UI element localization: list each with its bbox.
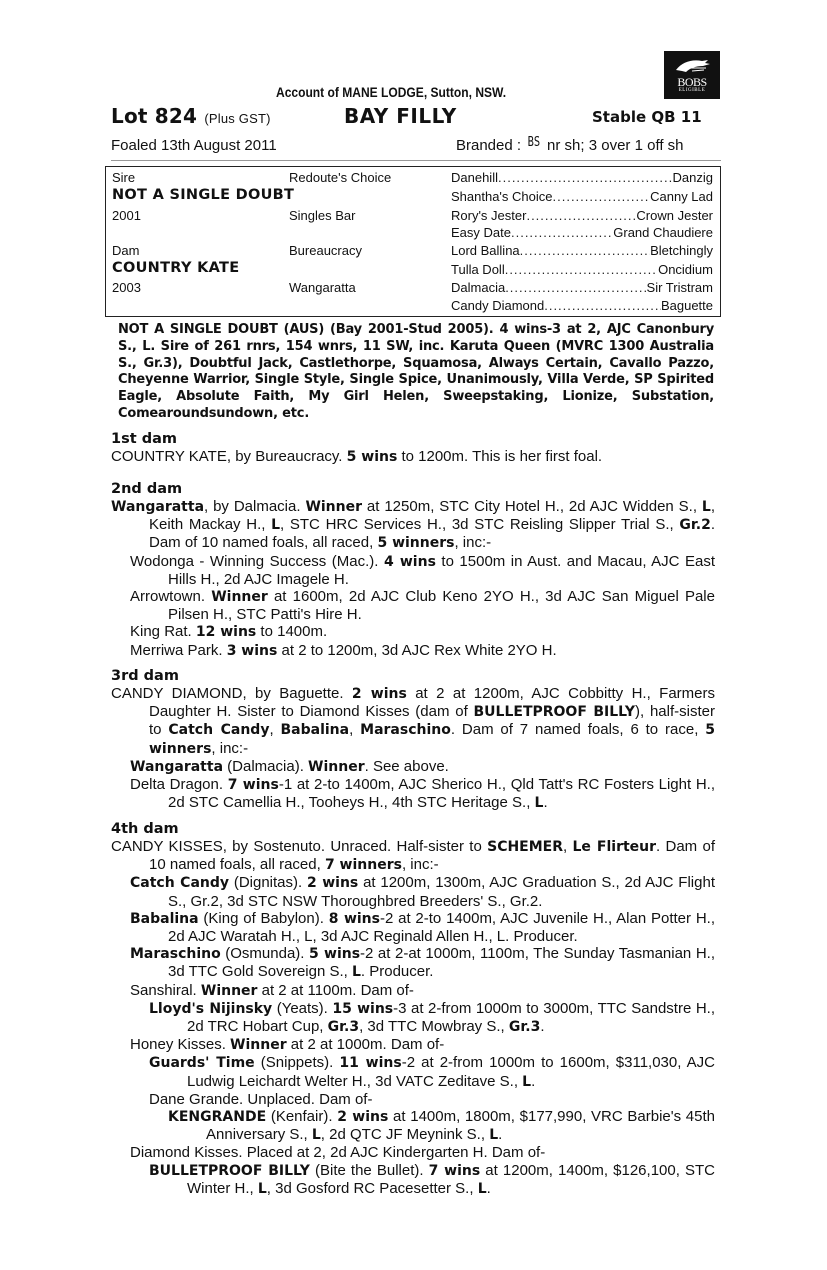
logo-title: BOBS bbox=[677, 75, 707, 89]
ancestor-row: Dalmacia ..... Sir Tristram bbox=[451, 280, 713, 295]
dam-section-1 bbox=[111, 430, 715, 466]
grandsire-maternal: Bureaucracy bbox=[289, 243, 362, 258]
bobs-eligible-logo bbox=[664, 51, 720, 99]
ancestor-row: Tulla Doll ..... Oncidium bbox=[451, 262, 713, 277]
granddam-paternal: Singles Bar bbox=[289, 208, 356, 223]
dam-label: Dam bbox=[112, 243, 140, 258]
entry-list bbox=[111, 448, 715, 466]
entry-list bbox=[111, 685, 715, 812]
section-heading: 3rd dam bbox=[111, 668, 179, 684]
ancestor-row: Lord Ballina ..... Bletchingly bbox=[451, 243, 713, 258]
stable-location: Stable QB 11 bbox=[592, 108, 702, 126]
section-heading: 2nd dam bbox=[111, 481, 183, 497]
branded-label: Branded : bbox=[456, 137, 522, 154]
dam-year: 2003 bbox=[112, 280, 141, 295]
pedigree-entry: Babalina (King of Babylon). 8 wins-2 at 2-to 1400m, AJC Juvenile H., Alan Potter H., 2d AJC Waratah H., L, 3d AJC Reginald Allen H., L. Producer. bbox=[130, 909, 715, 946]
sire-year: 2001 bbox=[112, 208, 141, 223]
ancestor-row: Rory's Jester ..... Crown Jester bbox=[451, 208, 713, 223]
sire-label: Sire bbox=[112, 170, 136, 185]
pedigree-entry: CANDY KISSES, by Sostenuto. Unraced. Half-sister to SCHEMER, Le Flirteur. Dam of 10 named foals, all raced, 7 winners, inc:- bbox=[111, 838, 715, 874]
lot-label: Lot 824 bbox=[111, 104, 198, 128]
dam-section-2 bbox=[111, 480, 715, 660]
branded-detail: nr sh; 3 over 1 off sh bbox=[547, 137, 684, 154]
pedigree-entry: Lloyd's Nijinsky (Yeats). 15 wins-3 at 2-from 1000m to 3000m, TTC Sandstre H., 2d TRC Hobart Cup, Gr.3, 3d TTC Mowbray S., Gr.3. bbox=[149, 999, 715, 1036]
pedigree-entry: Catch Candy (Dignitas). 2 wins at 1200m, 1300m, AJC Graduation S., 2d AJC Flight S., Gr.2, 3d STC NSW Thoroughbred Breeders' S., Gr.2. bbox=[130, 874, 715, 910]
pedigree-entry: CANDY DIAMOND, by Baguette. 2 wins at 2 at 1200m, AJC Cobbitty H., Farmers Daughter H. Sister to Diamond Kisses (dam of BULLETPROOF BILLY), half-sister to Catch Candy, Babalina, Maraschino. Dam of 7 named foals, 6 to race, 5 winners, inc:- bbox=[111, 685, 715, 757]
horse-description: BAY FILLY bbox=[344, 104, 457, 128]
pedigree-entry: King Rat. 12 wins to 1400m. bbox=[130, 623, 328, 641]
pedigree-entry: Honey Kisses. Winner at 2 at 1000m. Dam of- bbox=[130, 1036, 445, 1054]
ancestor-row: Candy Diamond ..... Baguette bbox=[451, 298, 713, 313]
grandsire-paternal: Redoute's Choice bbox=[289, 170, 392, 185]
pedigree-entry: Wangaratta, by Dalmacia. Winner at 1250m, STC City Hotel H., 2d AJC Widden S., L, Keith Mackay H., L, STC HRC Services H., 3d STC Reisling Slipper Trial S., Gr.2. Dam of 10 named foals, all raced, 5 winners, inc:- bbox=[111, 498, 716, 552]
entry-list bbox=[111, 498, 715, 660]
entry-list bbox=[111, 838, 715, 1198]
horse-head-icon bbox=[672, 56, 712, 76]
pedigree-entry: Delta Dragon. 7 wins-1 at 2-to 1400m, AJC Sherico H., Qld Tatt's RC Fosters Light H., 2d STC Camellia H., Tooheys H., 4th STC Heritage S., L. bbox=[130, 776, 715, 812]
pedigree-entry: Dane Grande. Unplaced. Dam of- bbox=[149, 1090, 373, 1108]
dam-section-4 bbox=[111, 820, 715, 1198]
pedigree-entry: Arrowtown. Winner at 1600m, 2d AJC Club Keno 2YO H., 3d AJC San Miguel Pale Pilsen H., STC Patti's Hire H. bbox=[130, 588, 715, 624]
pedigree-entry: Wodonga - Winning Success (Mac.). 4 wins to 1500m in Aust. and Macau, AJC East Hills H., 2d AJC Imagele H. bbox=[130, 552, 715, 588]
section-heading: 4th dam bbox=[111, 821, 179, 837]
dam-name: COUNTRY KATE bbox=[112, 260, 240, 276]
pedigree-entry: Diamond Kisses. Placed at 2, 2d AJC Kindergarten H. Dam of- bbox=[130, 1144, 546, 1162]
foaling-date: Foaled 13th August 2011 bbox=[111, 137, 277, 154]
sire-name: NOT A SINGLE DOUBT bbox=[112, 187, 295, 203]
ancestor-row: Easy Date ..... Grand Chaudiere bbox=[451, 225, 713, 240]
pedigree-entry: COUNTRY KATE, by Bureaucracy. 5 wins to 1200m. This is her first foal. bbox=[111, 448, 603, 465]
pedigree-entry: Wangaratta (Dalmacia). Winner. See above. bbox=[130, 757, 449, 775]
pedigree-entry: Merriwa Park. 3 wins at 2 to 1200m, 3d AJC Rex White 2YO H. bbox=[130, 641, 557, 659]
pedigree-entry: KENGRANDE (Kenfair). 2 wins at 1400m, 1800m, $177,990, VRC Barbie's 45th Anniversary S., L, 2d QTC JF Meynink S., L. bbox=[168, 1108, 715, 1144]
sire-summary: NOT A SINGLE DOUBT (AUS) (Bay 2001-Stud 2005). 4 wins-3 at 2, AJC Canonbury S., L. Sire of 261 rnrs, 154 wnrs, 11 SW, inc. Karuta Queen (MVRC 1300 Australia S., Gr.3), Doubtful Jack, Castlethorpe, Squamosa, Always Certain, Cavallo Pazzo, Cheyenne Warrior, Single Style, Single Spice, Unanimously, Villa Verde, SP Spirited Eagle, Absolute Faith, My Girl Helen, Sweepstaking, Lionize, Substation, Comearoundsundown, etc. bbox=[118, 322, 714, 421]
dam-section-3 bbox=[111, 667, 715, 812]
pedigree-entry: Guards' Time (Snippets). 11 wins-2 at 2-from 1000m to 1600m, $311,030, AJC Ludwig Leichardt Welter H., 3d VATC Zeditave S., L. bbox=[149, 1054, 716, 1090]
lot-number bbox=[111, 104, 271, 128]
header-divider bbox=[111, 160, 721, 161]
lot-note: (Plus GST) bbox=[204, 111, 271, 126]
logo-subtitle: ELIGIBLE bbox=[678, 88, 706, 93]
pedigree-entry: BULLETPROOF BILLY (Bite the Bullet). 7 wins at 1200m, 1400m, $126,100, STC Winter H., L, 3d Gosford RC Pacesetter S., L. bbox=[149, 1161, 715, 1197]
granddam-maternal: Wangaratta bbox=[289, 280, 356, 295]
pedigree-entry: Maraschino (Osmunda). 5 wins-2 at 2-at 1000m, 1100m, The Sunday Tasmanian H., 3d TTC Gold Sovereign S., L. Producer. bbox=[130, 945, 715, 981]
pedigree-entry: Sanshiral. Winner at 2 at 1100m. Dam of- bbox=[130, 981, 414, 999]
section-heading: 1st dam bbox=[111, 431, 177, 447]
pedigree-table bbox=[105, 166, 721, 317]
ancestor-row: Shantha's Choice ..... Canny Lad bbox=[451, 189, 713, 204]
brand-info bbox=[456, 137, 684, 154]
vendor-account: Account of MANE LODGE, Sutton, NSW. bbox=[276, 84, 507, 100]
ancestor-row: Danehill ..... Danzig bbox=[451, 170, 713, 185]
brand-mark: BS bbox=[527, 135, 541, 150]
